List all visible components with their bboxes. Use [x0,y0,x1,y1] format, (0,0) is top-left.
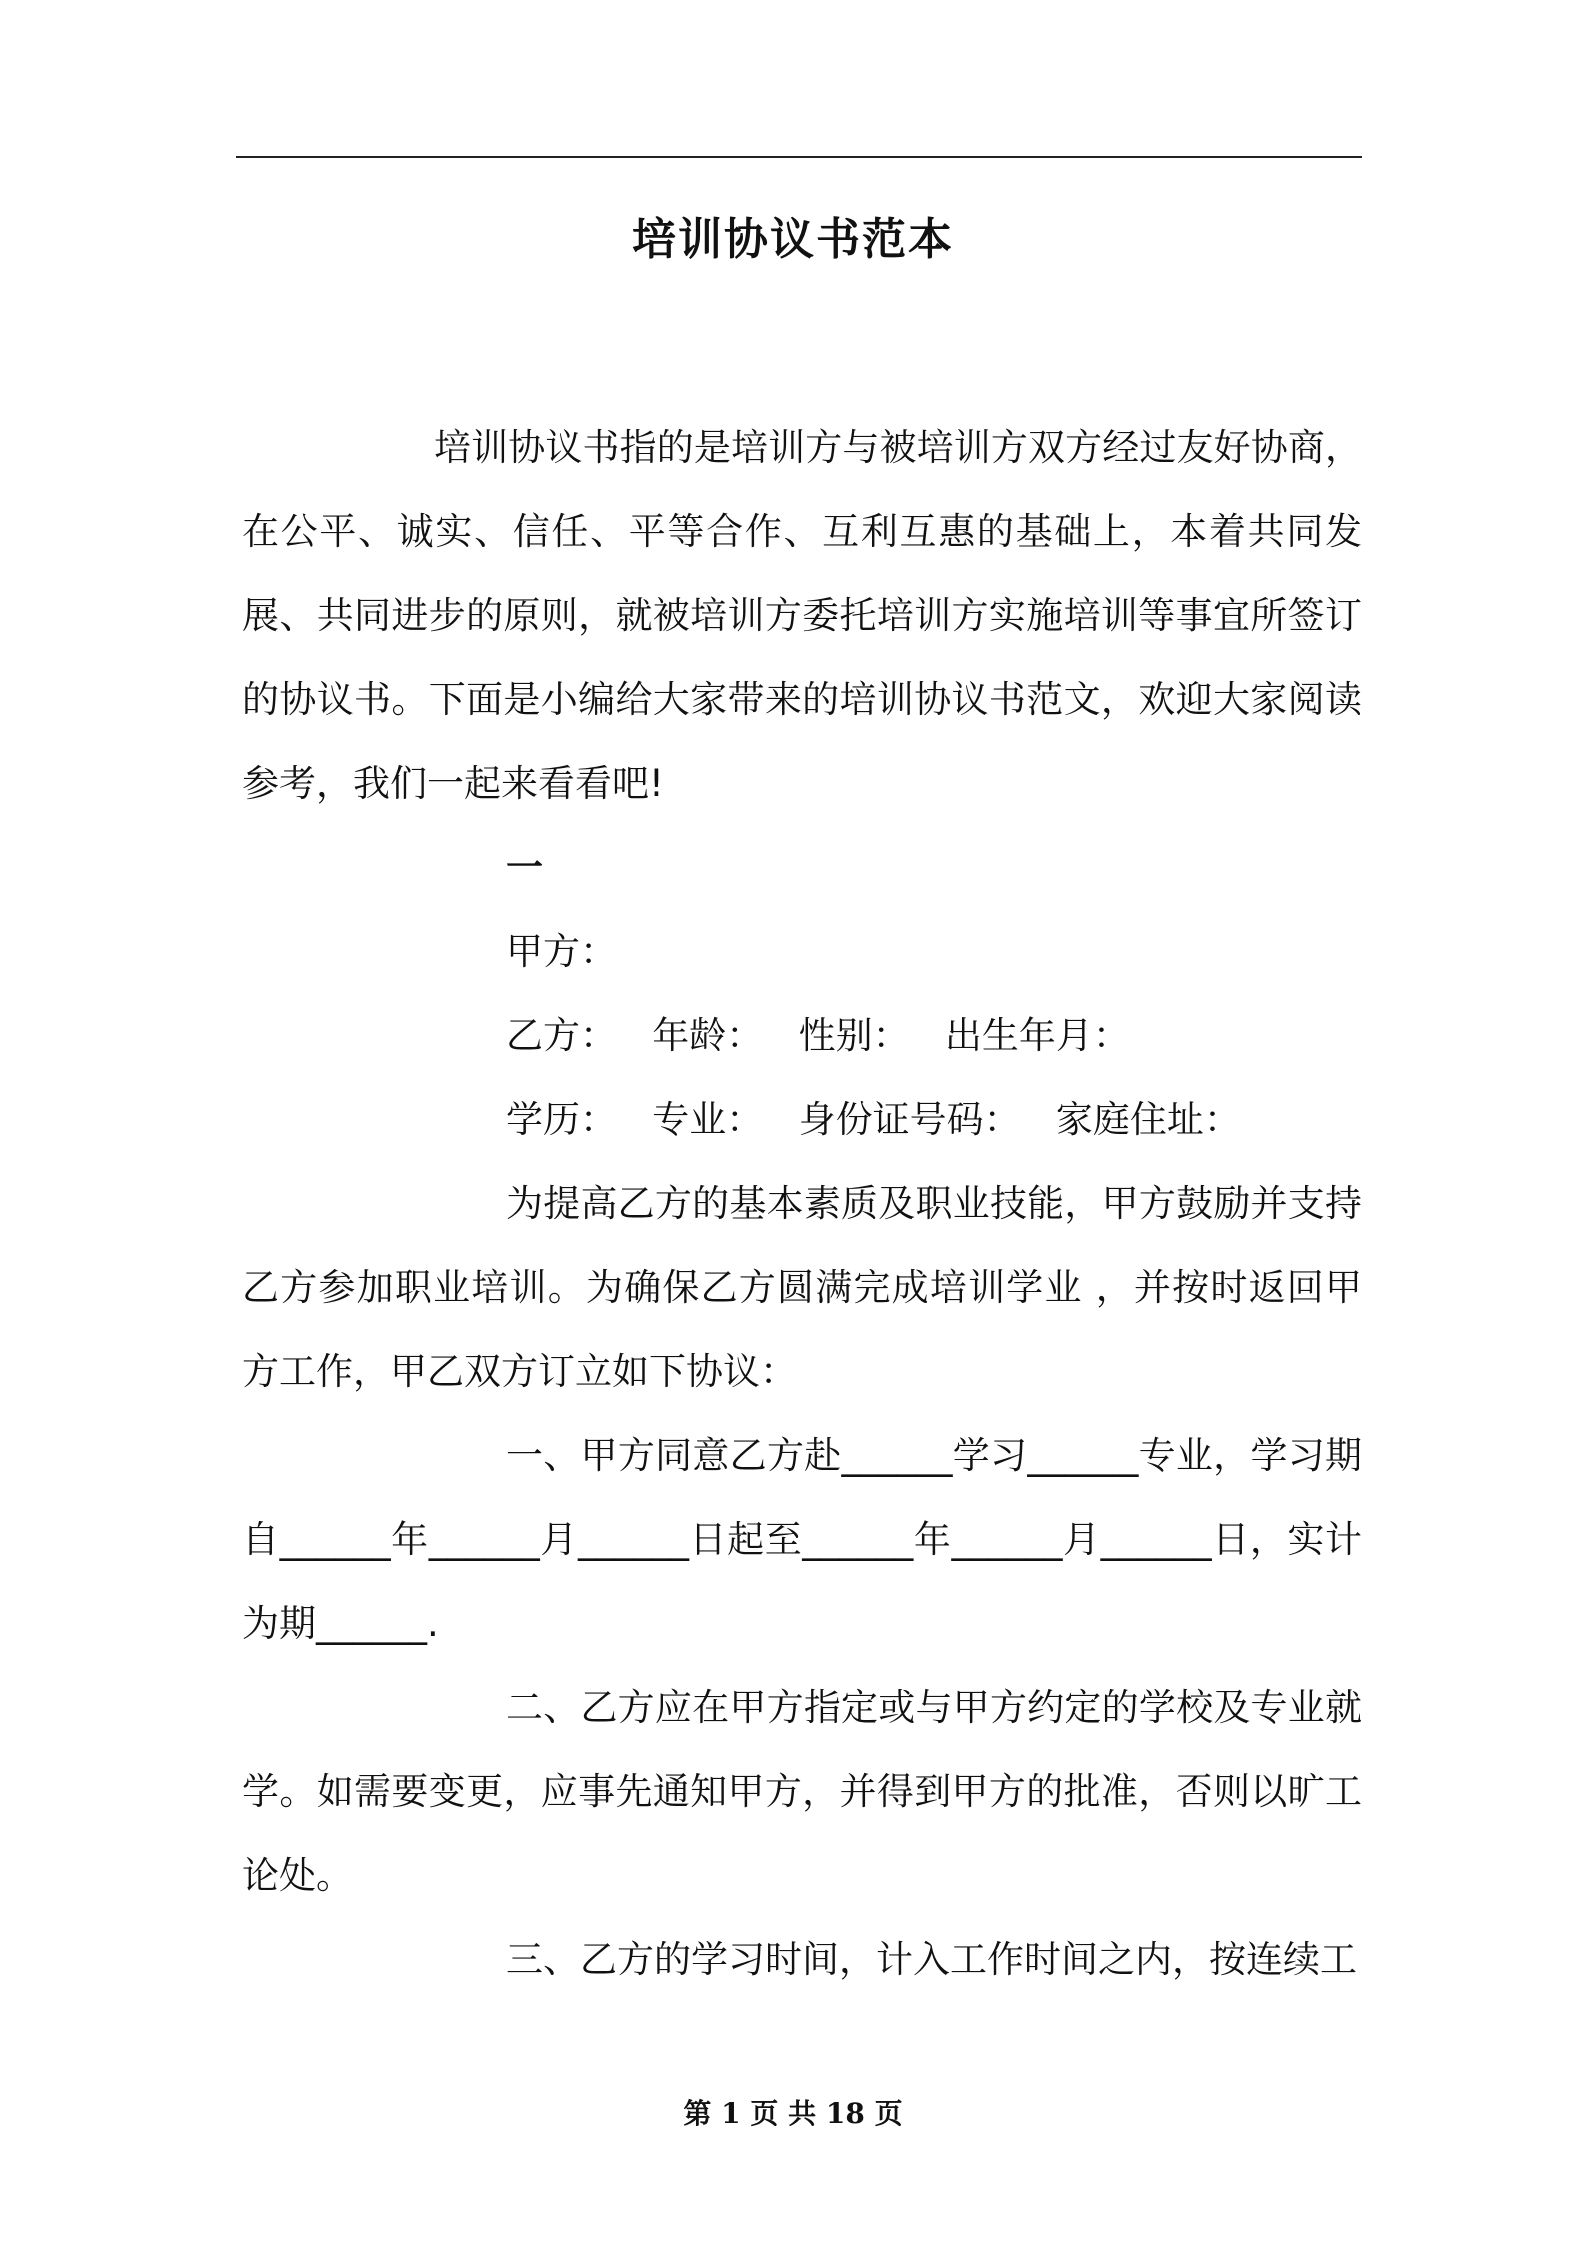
header-divider [236,156,1362,158]
section-marker: 一 [506,846,543,889]
party-b-line: 乙方： 年龄： 性别： 出生年月： [506,1014,1130,1057]
intro-paragraph: 培训协议书指的是培训方与被培训方双方经过友好协商，在公平、诚实、信任、平等合作、互利互惠的基础上，本着共同发展、共同进步的原则，就被培训方委托培训方实施培训等事宜所签订的协议书。下面是小编给大家带来的培训协议书范文，欢迎大家阅读参考，我们一起来看看吧! [242,426,1362,805]
document-title: 培训协议书范本 [632,214,954,265]
education-line: 学历： 专业： 身份证号码： 家庭住址： [506,1098,1241,1141]
page-number: 第 1 页 共 18 页 [683,2097,903,2130]
clause-3: 三、乙方的学习时间，计入工作时间之内，按连续工 [506,1938,1357,1981]
clause-1: 一、甲方同意乙方赴______学习______专业，学习期自______年______月______日起至______年______月______日，实计为期______. [242,1434,1362,1645]
document-body [242,406,1362,2002]
party-a-line: 甲方： [506,930,617,973]
clause-2: 二、乙方应在甲方指定或与甲方约定的学校及专业就学。如需要变更，应事先通知甲方，并得到甲方的批准，否则以旷工论处。 [242,1686,1362,1897]
preamble-paragraph: 为提高乙方的基本素质及职业技能，甲方鼓励并支持乙方参加职业培训。为确保乙方圆满完成培训学业 ，并按时返回甲方工作，甲乙双方订立如下协议： [242,1182,1362,1393]
